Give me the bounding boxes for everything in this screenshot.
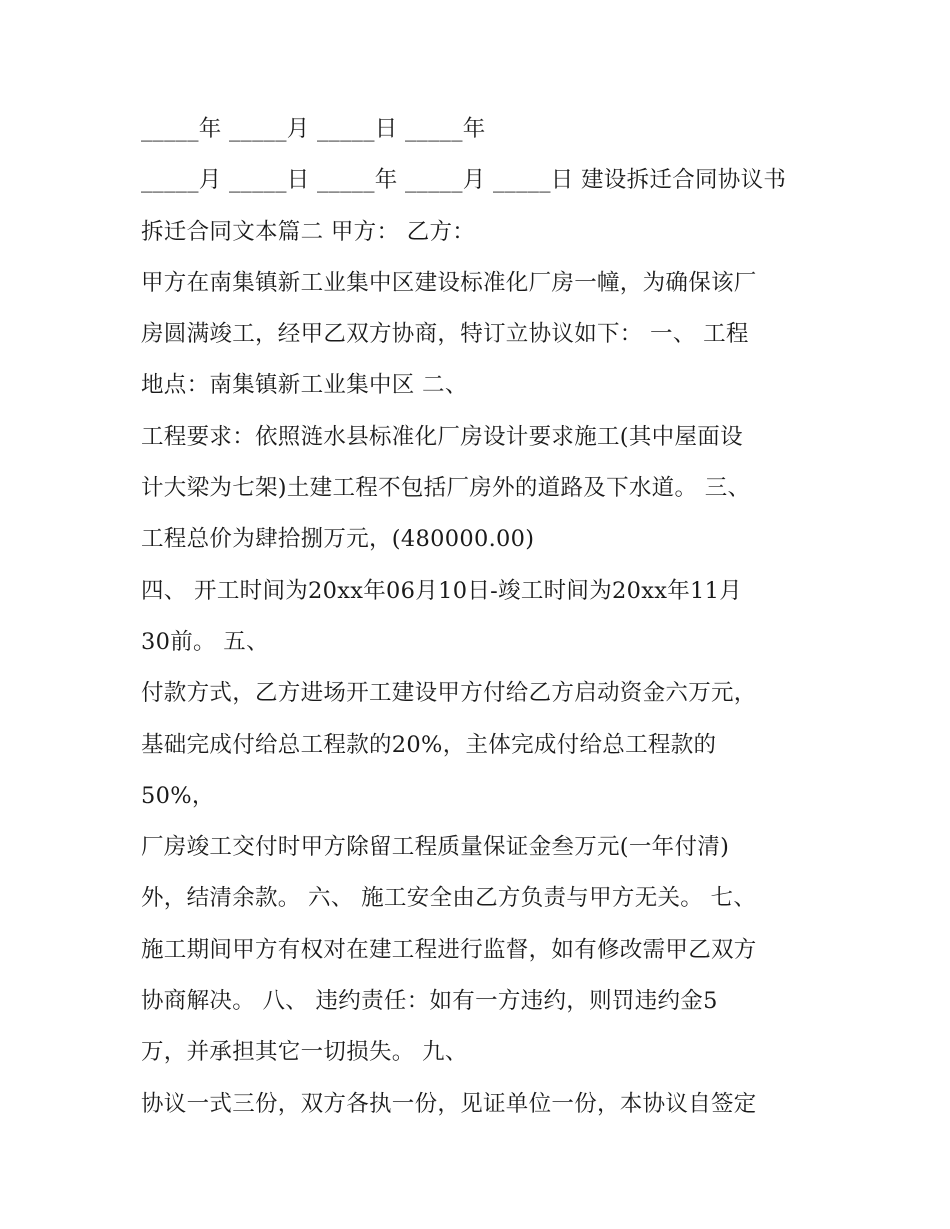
text-line-date-blanks-2: _____月 _____日 _____年 _____月 _____日 建设拆迁合同协议书 (141, 167, 787, 194)
text-line: 外，结清余款。 六、 施工安全由乙方负责与甲方无关。 七、 (141, 885, 757, 912)
text-line: 计大梁为七架)土建工程不包括厂房外的道路及下水道。 三、 (141, 475, 751, 502)
text-line: 30前。 五、 (141, 628, 269, 655)
text-line: 基础完成付给总工程款的20%，主体完成付给总工程款的 (141, 731, 717, 758)
text-line: 万，并承担其它一切损失。 九、 (141, 1039, 468, 1066)
text-line: 协议一式三份，双方各执一份，见证单位一份，本协议自签定 (141, 1090, 757, 1117)
text-line: 房圆满竣工，经甲乙双方协商，特订立协议如下： 一、 工程 (141, 321, 749, 348)
text-line: 施工期间甲方有权对在建工程进行监督，如有修改需甲乙双方 (141, 936, 757, 963)
text-line: 厂房竣工交付时甲方除留工程质量保证金叁万元(一年付清) (141, 834, 730, 861)
text-line-breach: 协商解决。 八、 违约责任：如有一方违约，则罚违约金5 (141, 988, 718, 1015)
contract-text (141, 108, 841, 1134)
text-line: 工程要求：依照涟水县标准化厂房设计要求施工(其中屋面设 (141, 423, 743, 450)
text-line-date-blanks-1: _____年 _____月 _____日 _____年 (141, 116, 486, 142)
text-line: 甲方在南集镇新工业集中区建设标准化厂房一幢，为确保该厂 (141, 269, 757, 296)
text-line: 地点：南集镇新工业集中区 二、 (141, 372, 468, 399)
text-line: 50%， (141, 782, 215, 809)
text-line-schedule: 四、 开工时间为20xx年06月10日-竣工时间为20xx年11月 (141, 577, 743, 604)
text-line-total-price: 工程总价为肆拾捌万元，(480000.00) (141, 526, 535, 553)
text-line-parties: 拆迁合同文本篇二 甲方： 乙方： (141, 218, 476, 245)
text-line-payment: 付款方式，乙方进场开工建设甲方付给乙方启动资金六万元， (141, 680, 757, 707)
